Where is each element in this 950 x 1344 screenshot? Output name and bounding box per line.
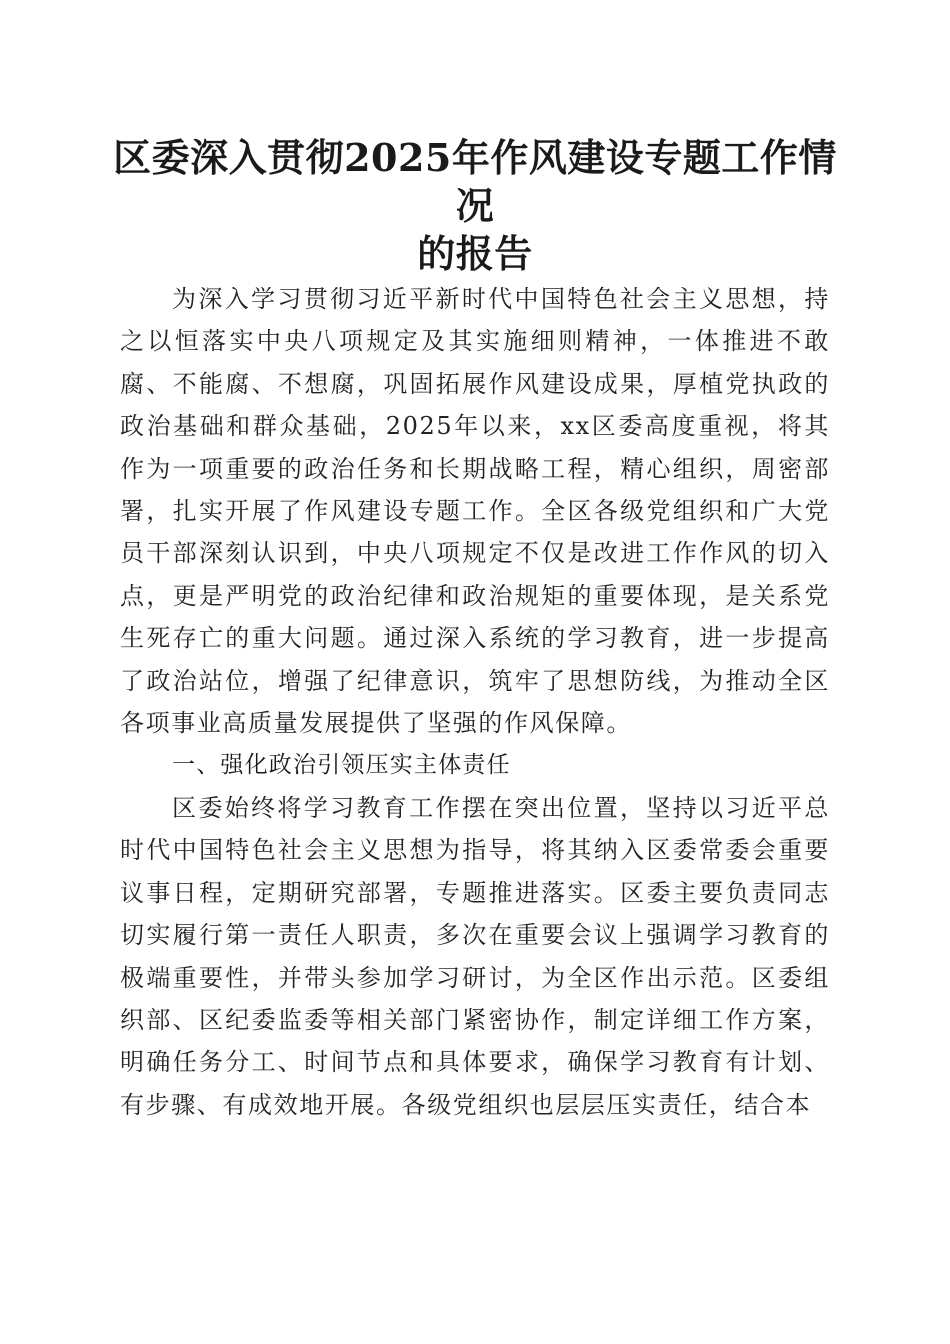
title-line-2: 的报告 [417,231,533,276]
document-title [100,134,850,278]
section-heading: 一、强化政治引领压实主体责任 [172,752,511,779]
intro-paragraph: 为深入学习贯彻习近平新时代中国特色社会主义思想，持之以恒落实中央八项规定及其实施细则精神，一体推进不敢腐、不能腐、不想腐，巩固拓展作风建设成果，厚植党执政的政治基础和群众基础，2025年以来，xx区委高度重视，将其作为一项重要的政治任务和长期战略工程，精心组织，周密部署，扎实开展了作风建设专题工作。全区各级党组织和广大党员干部深刻认识到，中央八项规定不仅是改进工作作风的切入点，更是严明党的政治纪律和政治规矩的重要体现，是关系党生死存亡的重大问题。通过深入系统的学习教育，进一步提高了政治站位，增强了纪律意识，筑牢了思想防线，为推动全区各项事业高质量发展提供了坚强的作风保障。 [120,285,830,738]
section-paragraph: 区委始终将学习教育工作摆在突出位置，坚持以习近平总时代中国特色社会主义思想为指导，将其纳入区委常委会重要议事日程，定期研究部署，专题推进落实。区委主要负责同志切实履行第一责任人职责，多次在重要会议上强调学习教育的极端重要性，并带头参加学习研讨，为全区作出示范。区委组织部、区纪委监委等相关部门紧密协作，制定详细工作方案，明确任务分工、时间节点和具体要求，确保学习教育有计划、有步骤、有成效地开展。各级党组织也层层压实责任，结合本 [120,793,830,1119]
document-body [120,278,830,1126]
title-line-1: 区委深入贯彻2025年作风建设专题工作情况 [113,135,837,228]
